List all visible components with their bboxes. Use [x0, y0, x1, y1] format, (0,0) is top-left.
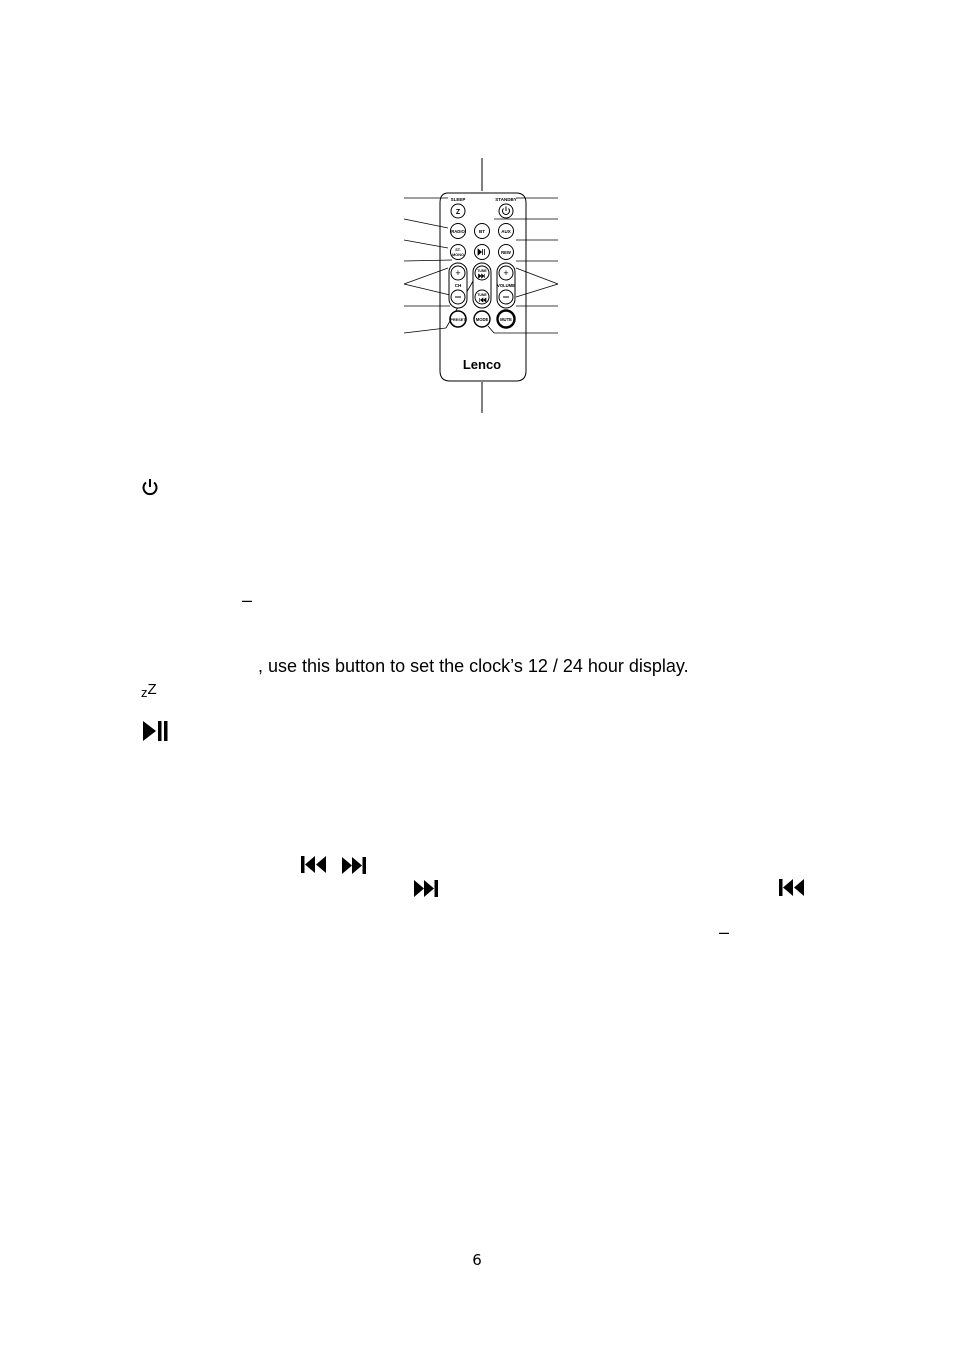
skip-next-icon	[341, 856, 368, 875]
radio-button-label: RADIO	[451, 229, 465, 234]
volume-label: VOLUME	[497, 283, 515, 288]
rew-button-label: REW	[501, 250, 511, 255]
text-dash-1: –	[242, 590, 253, 610]
sleep-icon	[141, 678, 157, 700]
sleep-icon-large-z: Z	[147, 681, 157, 698]
standby-label: STANDBY	[495, 197, 517, 202]
tune-down-label: TUNE	[477, 293, 487, 297]
volume-plus-symbol: +	[503, 268, 509, 278]
mode-button-label: MODE	[475, 317, 489, 322]
clock-display-text: , use this button to set the clock’s 12 / 24 hour display.	[258, 656, 689, 676]
mute-button-label: MUTE	[500, 317, 512, 322]
page-number: 6	[472, 1251, 482, 1269]
st-mono-button[interactable]	[451, 245, 466, 260]
text-dash-2: –	[719, 922, 730, 942]
tune-up-label: TUNE	[477, 269, 487, 273]
preset-button-label: PRESET	[450, 318, 466, 322]
sleep-button-symbol: Z	[455, 209, 461, 216]
skip-previous-icon-2	[778, 878, 806, 897]
skip-next-icon-2	[413, 879, 440, 898]
aux-button-label: AUX	[501, 229, 511, 234]
power-icon	[141, 478, 159, 497]
st-mono-button-label-2: MONO	[452, 253, 464, 257]
sleep-label: SLEEP	[450, 197, 466, 202]
bt-button-label: BT	[479, 229, 485, 234]
ch-plus-symbol: +	[455, 268, 461, 278]
st-mono-button-label-1: ST.	[455, 248, 461, 252]
sleep-icon-small-z: z	[141, 685, 148, 700]
play-pause-icon	[142, 720, 170, 742]
ch-label: CH	[454, 283, 462, 288]
brand-logo: Lenco	[462, 357, 502, 372]
skip-previous-icon	[300, 855, 328, 874]
remote-control-illustration	[400, 156, 560, 416]
